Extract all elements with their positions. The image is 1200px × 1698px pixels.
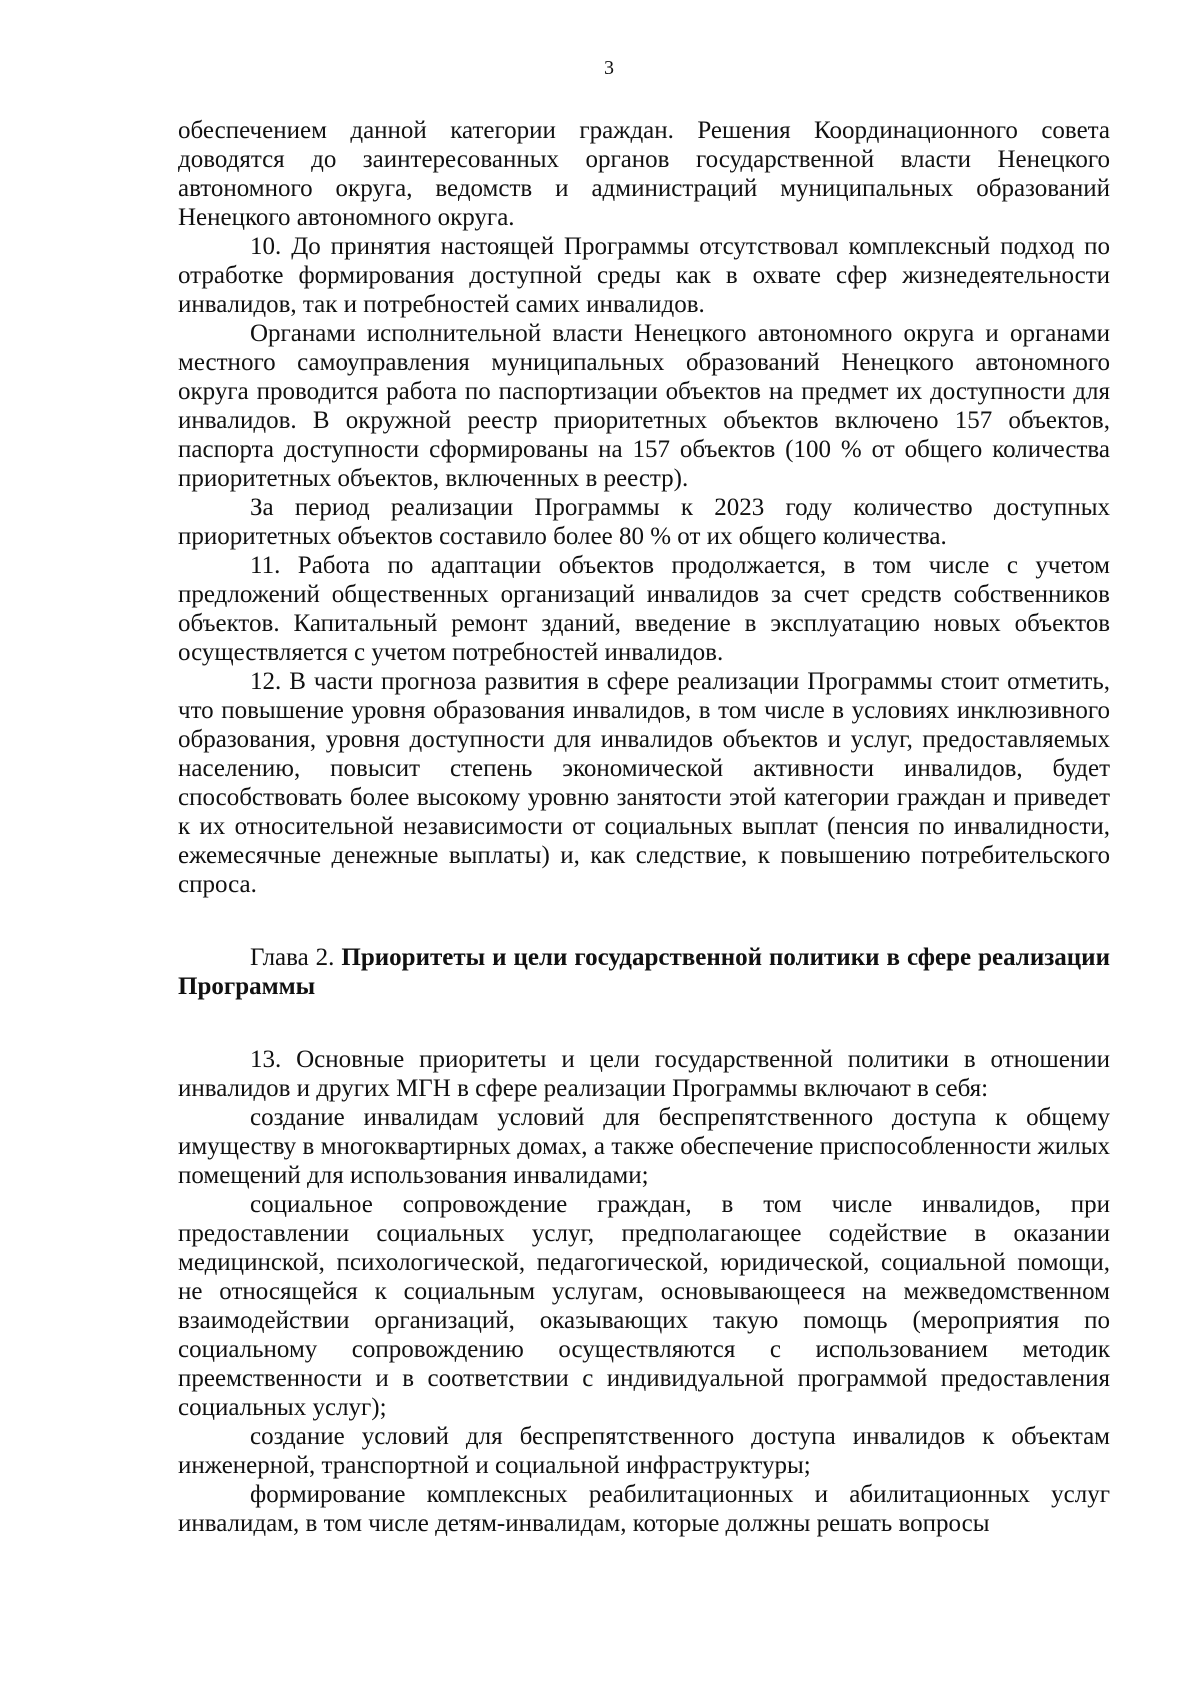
paragraph-item-11: 11. Работа по адаптации объектов продолжается, в том числе с учетом предложений общественных организаций инвалидов за счет средств собственников объектов. Капитальный ремонт зданий, введение в эксплуатацию новых объектов осуществляется с учетом потребностей инвалидов. bbox=[178, 552, 1110, 666]
paragraph-item-12: 12. В части прогноза развития в сфере реализации Программы стоит отметить, что повышение уровня образования инвалидов, в том числе в условиях инклюзивного образования, уровня доступности для инвалидов объектов и услуг, предоставляемых населению, повысит степень экономической активности инвалидов, будет способствовать более высокому уровню занятости этой категории граждан и приведет к их относительной независимости от социальных выплат (пенсия по инвалидности, ежемесячные денежные выплаты) и, как следствие, к повышению потребительского спроса. bbox=[178, 668, 1110, 898]
list-item-housing-access: создание инвалидам условий для беспрепятственного доступа к общему имуществу в многоквартирных домах, а также обеспечение приспособленности жилых помещений для использования инвалидами; bbox=[178, 1104, 1110, 1189]
document-body bbox=[178, 116, 1110, 1538]
list-item-social-support: социальное сопровождение граждан, в том числе инвалидов, при предоставлении социальных услуг, предполагающее содействие в оказании медицинской, психологической, педагогической, юридической, социальной помощи, не относящейся к социальным услугам, основывающееся на межведомственном взаимодействии организаций, оказывающих такую помощь (мероприятия по социальному сопровождению осуществляются с использованием методик преемственности и в соответствии с индивидуальной программой предоставления социальных услуг); bbox=[178, 1191, 1110, 1421]
paragraph-passportization: Органами исполнительной власти Ненецкого автономного округа и органами местного самоуправления муниципальных образований Ненецкого автономного округа проводится работа по паспортизации объектов на предмет их доступности для инвалидов. В окружной реестр приоритетных объектов включено 157 объектов, паспорта доступности сформированы на 157 объектов (100 % от общего количества приоритетных объектов, включенных в реестр). bbox=[178, 320, 1110, 492]
chapter-title: Приоритеты и цели государственной политики в сфере реализации Программы bbox=[178, 944, 1110, 1000]
paragraph-item-13: 13. Основные приоритеты и цели государственной политики в отношении инвалидов и других МГН в сфере реализации Программы включают в себя: bbox=[178, 1046, 1110, 1102]
paragraph-item-10: 10. До принятия настоящей Программы отсутствовал комплексный подход по отработке формирования доступной среды как в охвате сфер жизнедеятельности инвалидов, так и потребностей самих инвалидов. bbox=[178, 233, 1110, 318]
list-item-rehabilitation-services: формирование комплексных реабилитационных и абилитационных услуг инвалидам, в том числе детям-инвалидам, которые должны решать вопросы bbox=[178, 1481, 1110, 1537]
chapter-heading bbox=[178, 943, 1110, 1001]
chapter-prefix: Глава 2. bbox=[250, 944, 335, 971]
list-item-infrastructure-access: создание условий для беспрепятственного доступа инвалидов к объектам инженерной, транспортной и социальной инфраструктуры; bbox=[178, 1423, 1110, 1479]
page-number: 3 bbox=[604, 57, 614, 79]
paragraph-continuation: обеспечением данной категории граждан. Решения Координационного совета доводятся до заинтересованных органов государственной власти Ненецкого автономного округа, ведомств и администраций муниципальных образований Ненецкого автономного округа. bbox=[178, 117, 1110, 231]
paragraph-accessible-objects: За период реализации Программы к 2023 году количество доступных приоритетных объектов составило более 80 % от их общего количества. bbox=[178, 494, 1110, 550]
